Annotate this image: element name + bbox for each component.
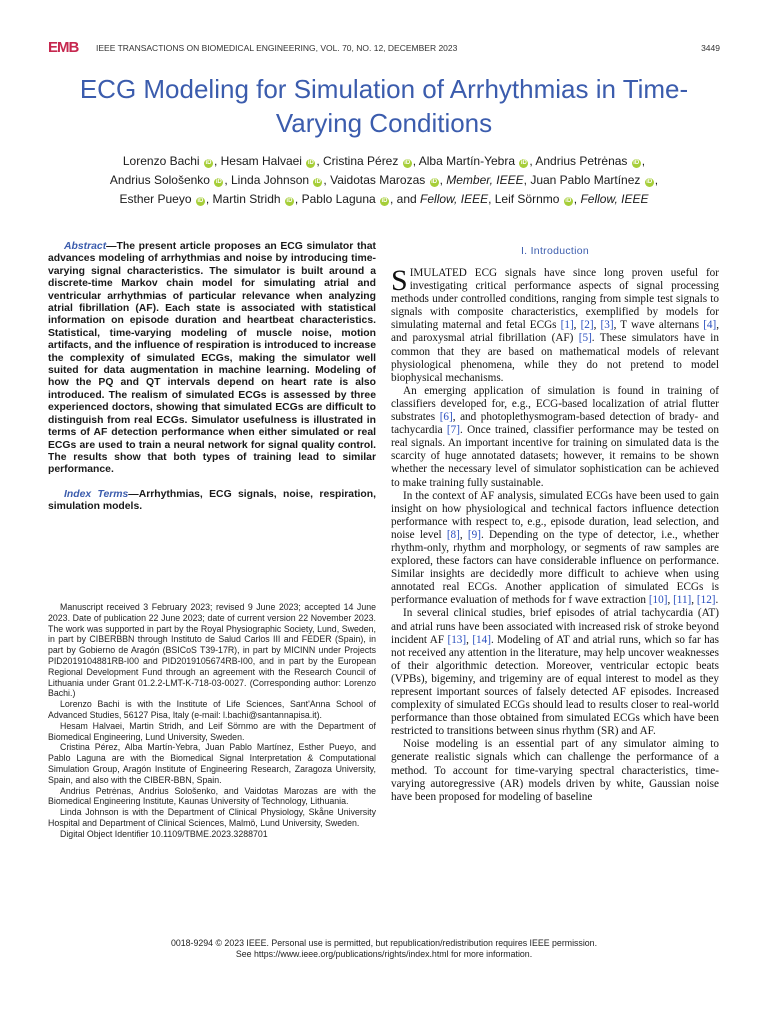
citation-link[interactable]: [10] [648,594,668,607]
body-text: . Once trained, classifier performance may be tested on real signals. An important incentive for training on simulated data is the scarcity of huge annotated datasets; however, it remains to be shown whether the necessary level of simulator sophistication can be achieved to make training fully sustainable. [391,424,719,489]
body-text: . These simulators have in common that they are based on mathematical models of relevant physiological phenomena, while they do not pretend to model biophysical mechanisms. [391,332,719,384]
body-text: , [459,528,468,541]
author-name: Vaidotas Marozas [330,173,426,187]
author-name: Linda Johnson [231,173,310,187]
copyright-notice [40,938,728,960]
footnote: Lorenzo Bachi is with the Institute of Life Sciences, Sant'Anna School of Advanced Studies, 56127 Pisa, Italy (e-mail: l.bachi@santannapisa.it). [48,699,376,720]
body-text: In the context of AF analysis, simulated ECGs have been used to gain insight on how physiological and technical factors influence detection performance with respect to, e.g., episode duration, lead selection, and noise level [391,489,719,541]
author-separator: , [654,173,659,187]
author-separator: , [529,154,536,168]
author-separator: , [573,192,581,206]
author-name: Juan Pablo Martínez [530,173,641,187]
author-separator: , and [390,192,421,206]
copyright-line: 0018-9294 © 2023 IEEE. Personal use is permitted, but republication/redistribution requires IEEE permission. [170,938,598,948]
orcid-icon[interactable]: iD [431,179,438,185]
body-text: An emerging application of simulation is found in training of classifiers developed for, e.g., ECG-based localization of atrial flutter substrates [391,384,719,424]
author-name: Alba Martín-Yebra [418,154,515,168]
citation-link[interactable]: [7] [446,424,460,437]
footnote: Manuscript received 3 February 2023; revised 9 June 2023; accepted 14 June 2023. Date of publication 22 June 2023; date of current version 22 November 2023. The work was supported in part by the Royal Physiographic Society, Lund, Sweden, in part by CIBERBBN through Instituto de Salud Carlos III and FEDER (Spain), in part by Gobierno de Aragón (BSICoS T39-17R), in part by MICINN under Projects PID2019104881RB-I00 and PID2019105674RB-I00, and in part by the European Regional Development Fund through an agreement with the Research Council of Lithuania under Grant 01.2.2-LMT-K-718-03-0027. (Corresponding author: Lorenzo Bachi.) [48,602,376,699]
orcid-icon[interactable]: iD [307,160,314,166]
author-separator: , [412,154,419,168]
orcid-icon[interactable]: iD [286,198,293,204]
body-text: . Depending on the type of detector, i.e., whether rhythm-only, rhythm and morphology, or segments of raw samples are explored, these factors can have considerable influence on performance. Similar insights are decidedly more difficult to achieve when using annotated real ECGs. Another application of simulated ECGs is performance evaluation of methods for f wave extraction [391,528,719,607]
author-name: Hesam Halvaei [220,154,302,168]
body-text: Noise modeling is an essential part of any simulator aiming to generate realistic signals which can challenge the performance of a method. To account for time-varying spectral characteristics, time-varying autoregressive (AR) models driven by white, Gaussian noise have been proposed for modeling of baseline [391,738,719,803]
author-name: Andrius Sološenko [109,173,210,187]
body-paragraph [391,738,719,803]
citation-link[interactable]: [2] [580,319,594,332]
footnote: Hesam Halvaei, Martin Stridh, and Leif Sörnmo are with the Department of Biomedical Engineering, Lund University, Sweden. [48,720,376,742]
body-text: , T wave alternans [613,319,704,332]
author-separator: , [224,173,231,187]
copyright-line: See https://www.ieee.org/publications/rights/index.html for more information. [235,949,533,959]
orcid-icon[interactable]: iD [314,179,321,185]
author-separator: , [439,173,447,187]
left-column [48,241,376,514]
section-heading: I. Introduction [520,245,590,257]
footnotes [48,602,376,840]
citation-link[interactable]: [13] [447,633,467,646]
author-role: Member, IEEE [446,173,524,187]
body-text: . [715,594,719,607]
running-header [48,40,720,56]
author-list: Lorenzo Bachi iD , Hesam Halvaei iD , Cristina Pérez iD , Alba Martín-Yebra iD , Andrius Petrėnas iD , Andrius Sološenko iD , Linda Johnson iD , Vaidotas Marozas iD , Member, IEEE, Juan Pablo Martínez iD , Esther Pueyo iD , Martin Stridh iD , Pablo Laguna iD , and Fellow, IEEE, Leif Sörnmo iD , Fellow, IEEE [109,154,659,206]
footnote: Digital Object Identifier 10.1109/TBME.2023.3288701 [60,828,268,839]
body-text: In several clinical studies, brief episodes of atrial tachycardia (AT) and atrial runs have been associated with increased risk of stroke beyond incident AF [391,607,719,646]
body-text: IMULATED ECG signals have since long proven useful for investigating critical performance aspects of signal processing methods under controlled conditions, ranging from simple test signals to signals with composite characteristics, exemplified by models for simulating maternal and fetal ECGs [391,267,719,332]
author-name: Cristina Pérez [323,154,399,168]
index-terms-label: Index Terms [64,488,129,500]
author-separator: , [205,192,213,206]
footnote: Cristina Pérez, Alba Martín-Yebra, Juan Pablo Martínez, Esther Pueyo, and Pablo Laguna are with the Biomedical Signal Interpretation & Computational Simulation Group, Aragón Institute of Engineering Research, Zaragoza University, Spain, and also with the CIBER-BBN, Spain. [48,742,376,785]
orcid-icon[interactable]: iD [646,179,653,185]
author-separator: , [294,192,302,206]
abstract-text: —The present article proposes an ECG simulator that advances modeling of arrhythmias and noise by introducing time-varying signal characteristics. The simulator is built around a discrete-time Markov chain model for simulating atrial and ventricular arrhythmias of particular relevance when analyzing atrial fibrillation (AF). Each state is associated with statistical information on episode duration and heartbeat characteristics. Statistical, time-varying modeling of muscle noise, motion artifacts, and the influence of respiration is introduced to increase the complexity of simulated ECGs, making the simulator well suited for data augmentation in machine learning. Modeling of how the PQ and QT intervals depend on heart rate is also introduced. The realism of simulated ECGs is assessed by three experienced doctors, showing that simulated ECGs are difficult to distinguish from real ECGs. Simulator usefulness is illustrated in terms of AF detection performance when either simulated or real ECGs are used to train a neural network for signal quality control. The results show that both types of training lead to similar performance. [48,241,376,476]
author-separator: , [323,173,331,187]
orcid-icon[interactable]: iD [520,160,527,166]
emb-logo: EMB [48,39,79,56]
citation-link[interactable]: [8] [446,528,460,541]
citation-link[interactable]: [14] [472,633,491,646]
author-separator: , [213,154,221,168]
orcid-icon[interactable]: iD [197,198,204,204]
body-text: , [593,319,601,332]
body-text: , and photoplethysmogram-based detection of brady- and tachycardia [391,411,719,437]
citation-link[interactable]: [9] [467,528,481,541]
abstract-label: Abstract [64,241,107,252]
author-name: Leif Sörnmo [494,192,560,206]
author-name: Esther Pueyo [119,192,192,206]
journal-name: IEEE TRANSACTIONS ON BIOMEDICAL ENGINEERING, VOL. 70, NO. 12, DECEMBER 2023 [96,43,458,53]
author-separator: , [316,154,323,168]
body-paragraph [391,264,720,385]
citation-link[interactable]: [6] [439,411,453,424]
body-paragraph [391,385,719,490]
citation-link[interactable]: [12] [696,594,716,607]
citation-link[interactable]: [1] [560,319,574,332]
orcid-icon[interactable]: iD [381,198,388,204]
body-paragraph [391,607,719,738]
citation-link[interactable]: [4] [703,319,717,332]
body-text: . Modeling of AT and atrial runs, which so far has not received any attention in the literature, may help uncover weaknesses of their algorithmic detection. Moreover, ventricular ectopic beats (VPBs), bigeminy, and trigeminy are of equal interest to model as they represent important sources of falsely detected AF episodes. Increased complexity of simulated ECGs should lead to results closer to real-world performance than those obtained from simulated ECGs which have been restricted to transitions between sinus rhythm (SR) and AF. [391,633,720,738]
author-name: Martin Stridh [212,192,281,206]
author-role: Fellow, IEEE [420,192,489,206]
right-column [391,241,719,804]
author-separator: , [641,154,646,168]
body-text: , and paroxysmal atrial fibrillation (AF) [391,319,720,345]
citation-link[interactable]: [3] [600,319,614,332]
orcid-icon[interactable]: iD [215,179,222,185]
author-role: Fellow, IEEE [580,192,649,206]
drop-cap: S [391,264,408,297]
footnote: Linda Johnson is with the Department of Clinical Physiology, Skåne University Hospital and Department of Clinical Sciences, Malmö, Lund University, Sweden. [48,807,376,828]
citation-link[interactable]: [5] [578,332,592,345]
body-text: , [466,633,473,646]
orcid-icon[interactable]: iD [205,160,212,166]
body-text: , [573,319,581,332]
page-number: 3449 [701,43,720,53]
index-terms [48,489,376,514]
orcid-icon[interactable]: iD [565,198,572,204]
author-name: Andrius Petrėnas [535,154,628,168]
orcid-icon[interactable]: iD [633,160,640,166]
paper-title: ECG Modeling for Simulation of Arrhythmias in Time-Varying Conditions [79,74,689,138]
body-paragraph [391,490,719,608]
author-name: Lorenzo Bachi [122,154,200,168]
body-text: , [691,594,697,607]
citation-link[interactable]: [11] [673,594,692,607]
footnote: Andrius Petrėnas, Andrius Sološenko, and Vaidotas Marozas are with the Biomedical Engineering Institute, Kaunas University of Technology, Lithuania. [48,785,376,807]
author-name: Pablo Laguna [301,192,376,206]
index-terms-text: —Arrhythmias, ECG signals, noise, respiration, simulation models. [48,488,376,513]
abstract [48,241,376,477]
orcid-icon[interactable]: iD [404,160,411,166]
body-text: , [667,594,674,607]
